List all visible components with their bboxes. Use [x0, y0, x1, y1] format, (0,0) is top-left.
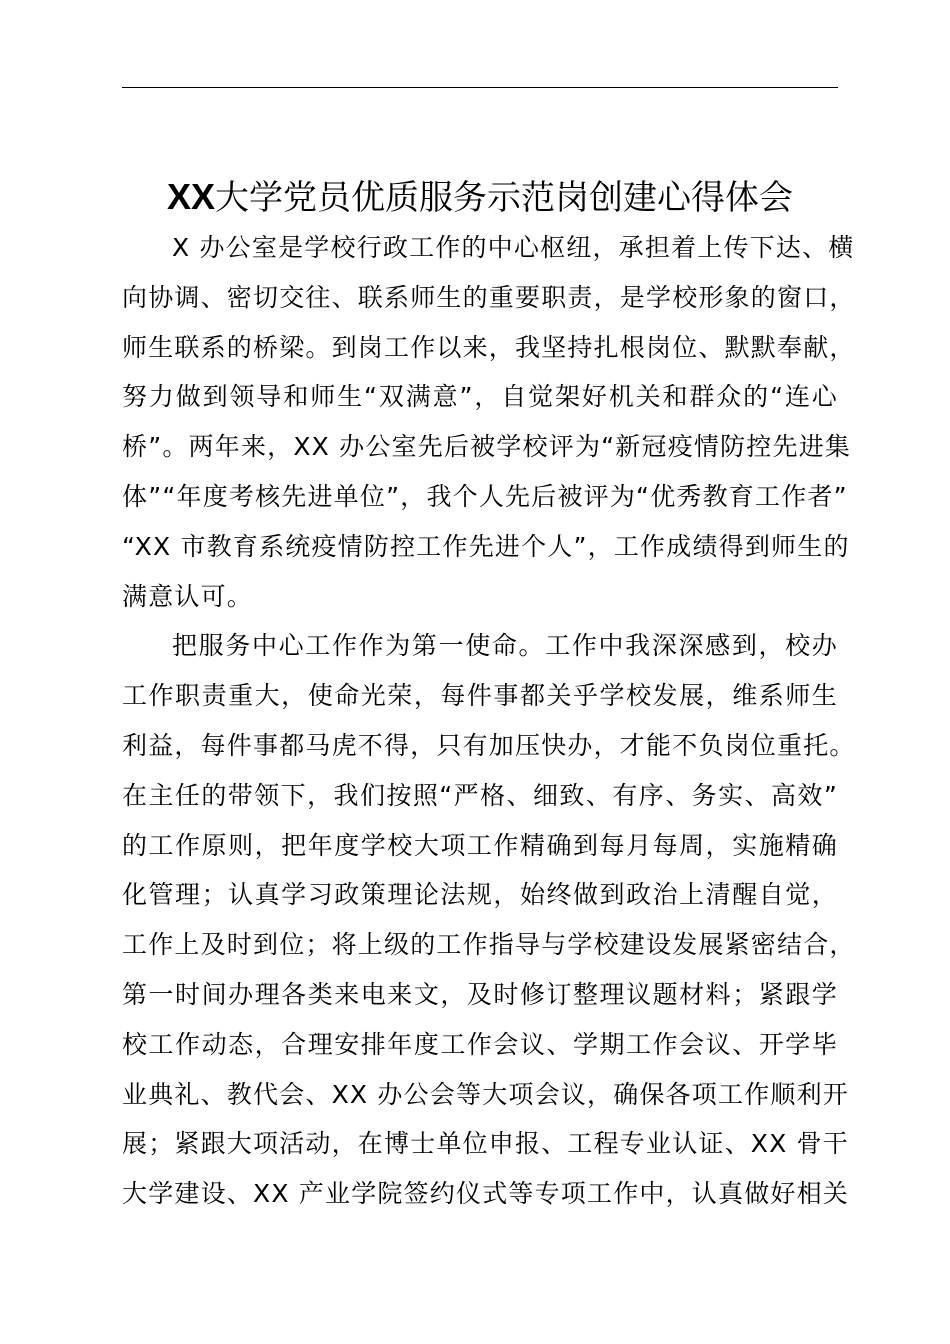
paragraph-1	[122, 223, 856, 621]
text-line: 校工作动态，合理安排年度工作会议、学期工作会议、开学毕	[122, 1029, 838, 1059]
text-line: 师生联系的桥梁。到岗工作以来，我坚持扎根岗位、默默奉献，	[122, 332, 856, 362]
text-line: 工作上及时到位；将上级的工作指导与学校建设发展紧密结合，	[122, 930, 856, 960]
document-body	[122, 223, 856, 1219]
text-line: 满意认可。	[122, 581, 254, 611]
text-line: 大学建设、XX 产业学院签约仪式等专项工作中，认真做好相关	[122, 1179, 850, 1209]
text-line: “XX 市教育系统疫情防控工作先进个人”，工作成绩得到师生的	[122, 531, 850, 561]
text-line: X 办公室是学校行政工作的中心枢纽，承担着上传下达、横	[172, 233, 855, 262]
text-line: 在主任的带领下，我们按照“严格、细致、有序、务实、高效”	[122, 780, 838, 810]
text-line: 利益，每件事都马虎不得，只有加压快办，才能不负岗位重托。	[122, 730, 856, 760]
text-line: 业典礼、教代会、XX 办公会等大项会议，确保各项工作顺利开	[122, 1079, 850, 1109]
header-rule	[122, 87, 838, 88]
title-text: 大学党员优质服务示范岗创建心得体会	[215, 177, 794, 218]
text-line: 工作职责重大，使命光荣，每件事都关乎学校发展，维系师生	[122, 681, 838, 711]
text-line: 展；紧跟大项活动，在博士单位申报、工程专业认证、XX 骨干	[122, 1129, 850, 1159]
text-line: 体”“年度考核先进单位”，我个人先后被评为“优秀教育工作者”	[122, 481, 848, 511]
text-line: 的工作原则，把年度学校大项工作精确到每月每周，实施精确	[122, 830, 838, 860]
document-title	[100, 173, 860, 222]
text-line: 化管理；认真学习政策理论法规，始终做到政治上清醒自觉，	[122, 880, 838, 910]
text-line: 把服务中心工作作为第一使命。工作中我深深感到，校办	[172, 631, 838, 661]
text-line: 第一时间办理各类来电来文，及时修订整理议题材料；紧跟学	[122, 979, 838, 1009]
paragraph-2	[122, 621, 856, 1219]
text-line: 桥”。两年来，XX 办公室先后被学校评为“新冠疫情防控先进集	[122, 432, 852, 462]
title-prefix: XX	[166, 175, 216, 217]
text-line: 努力做到领导和师生“双满意”，自觉架好机关和群众的“连心	[122, 382, 838, 412]
text-line: 向协调、密切交往、联系师生的重要职责，是学校形象的窗口，	[122, 282, 856, 312]
